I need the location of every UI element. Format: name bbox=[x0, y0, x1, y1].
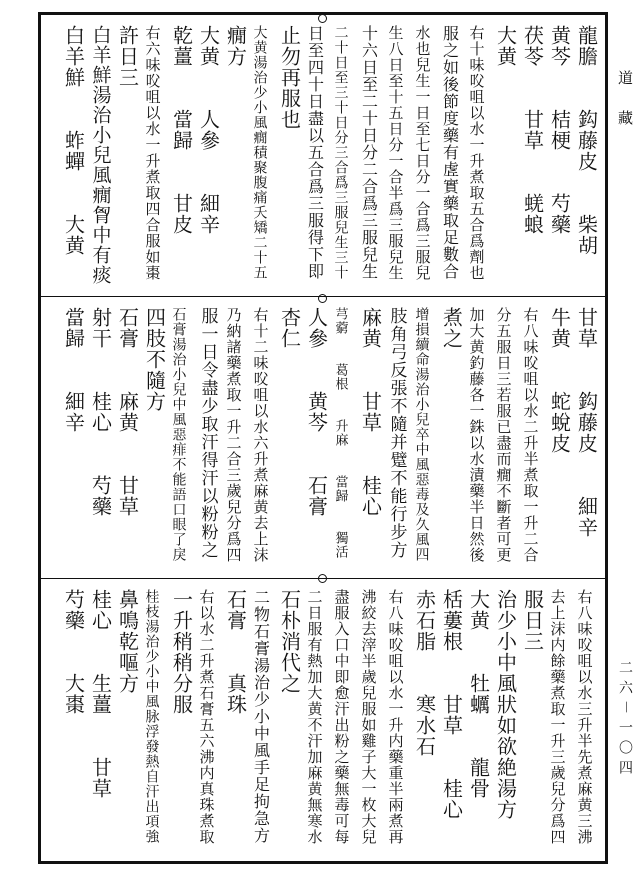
text-column: 止勿再服也 bbox=[277, 25, 302, 130]
text-column: 水也兒生一日至七日分一合爲三服兒 bbox=[413, 25, 432, 281]
text-column: 人參 黄芩 石膏 bbox=[304, 307, 329, 517]
text-column: 茯苓 甘草 蜣蜋 bbox=[520, 25, 545, 235]
text-column: 加大黄釣藤各一銖以水漬藥半日然後 bbox=[467, 307, 486, 563]
text-column: 石膏 真珠 bbox=[223, 589, 248, 715]
text-column: 杏仁 bbox=[277, 307, 302, 349]
text-column: 石膏湯治小兒中風惡痱不能語口眼了戾 bbox=[170, 307, 187, 562]
text-column: 龍膽 鈎藤皮 柴胡 bbox=[574, 25, 599, 256]
text-column: 服一日令盡少取汗得汗以粉粉之 bbox=[197, 307, 218, 559]
text-panel-top bbox=[41, 15, 605, 297]
text-column: 大黄湯治少小風癇積聚腹痛夭矯二十五 bbox=[251, 25, 268, 280]
text-column: 肢角弓反張不隨并躄不能行步方 bbox=[386, 307, 407, 559]
text-column: 芍藥 大棗 bbox=[61, 589, 86, 715]
text-column: 石膏 麻黄 甘草 bbox=[115, 307, 140, 517]
section-circle-mark bbox=[318, 294, 327, 303]
text-column: 乃納諸藥煮取一升二合三歲兒分爲四 bbox=[224, 307, 243, 563]
text-column: 射干 桂心 芍藥 bbox=[88, 307, 113, 517]
text-column: 右十二味㕮咀以水六升煮麻黄去上沫 bbox=[251, 307, 270, 563]
text-column: 四肢不隨方 bbox=[142, 307, 167, 412]
text-column: 甘草 鈎藤皮 細辛 bbox=[574, 307, 599, 538]
text-column: 右八味㕮咀以水三升半先煮麻黄三沸 bbox=[575, 589, 594, 845]
page-frame bbox=[38, 12, 608, 864]
text-column: 分五服日三若服已盡而癇不斷者可更 bbox=[494, 307, 513, 563]
text-column: 芎藭 葛根 升麻 當歸 獨活 bbox=[332, 307, 348, 559]
text-column: 日至四十日盡以五合爲三服得下即 bbox=[305, 25, 325, 280]
text-column: 栝蔞根 甘草 桂心 bbox=[439, 589, 464, 820]
text-column: 右八味㕮咀以水一升内藥重半兩煮再 bbox=[386, 589, 405, 845]
text-column: 大黄 bbox=[493, 25, 518, 67]
text-column: 桂枝湯治少小中風脉浮發熱自汗出項強 bbox=[143, 589, 160, 844]
text-panel-middle bbox=[41, 297, 605, 579]
text-column: 黄芩 桔梗 芍藥 bbox=[547, 25, 572, 235]
page-number: 二六－一〇四 bbox=[617, 660, 633, 780]
text-column: 白羊鮮湯治小兒風癇胷中有痰 bbox=[89, 25, 112, 285]
text-column: 沸絞去滓半歲兒服如雞子大一枚大兒 bbox=[359, 589, 378, 845]
text-column: 生八日至十五日分一合半爲三服兒生 bbox=[386, 25, 405, 281]
text-column: 盡服入口中即愈汗出粉之藥無毒可每 bbox=[332, 589, 351, 845]
text-column: 大黄 牡蠣 龍骨 bbox=[466, 589, 491, 799]
text-column: 乾薑 當歸 甘皮 bbox=[169, 25, 194, 235]
text-column: 麻黄 甘草 桂心 bbox=[358, 307, 383, 517]
text-column: 赤石脂 寒水石 bbox=[412, 589, 437, 757]
text-column: 增損續命湯治小兒卒中風惡毒及久風四 bbox=[413, 307, 430, 562]
text-column: 一升稍稍分服 bbox=[169, 589, 194, 715]
section-circle-mark bbox=[318, 14, 327, 23]
text-column: 右十味㕮咀以水一升煮取五合爲劑也 bbox=[467, 25, 486, 281]
text-column: 癇方 bbox=[223, 25, 248, 67]
text-column: 二物石膏湯治少小中風手足拘急方 bbox=[251, 589, 271, 844]
text-column: 右以水二升煮石膏五六沸内真珠煮取 bbox=[197, 589, 216, 845]
text-column: 去上沫内餘藥煮取一升三歲兒分爲四 bbox=[548, 589, 567, 845]
text-panel-bottom bbox=[41, 579, 605, 861]
text-column: 當歸 細辛 bbox=[61, 307, 86, 433]
text-column: 治少小中風狀如欲絶湯方 bbox=[493, 589, 518, 820]
text-column: 桂心 生薑 甘草 bbox=[88, 589, 113, 799]
text-column: 十六日至二十日分二合爲三服兒生 bbox=[359, 25, 379, 280]
section-circle-mark bbox=[318, 574, 327, 583]
text-column: 煮之 bbox=[439, 307, 464, 349]
text-column: 二十日至三十日分三合爲三服兒生三十 bbox=[332, 25, 349, 280]
text-column: 右八味㕮咀以水二升半煮取一升二合 bbox=[521, 307, 540, 563]
text-column: 服日三 bbox=[520, 589, 545, 652]
text-column: 服之如後節度藥有虗實藥取足數合 bbox=[440, 25, 460, 280]
margin-label-mid: 藏 bbox=[616, 110, 634, 135]
text-column: 鼻鳴乾嘔方 bbox=[115, 589, 140, 694]
text-column: 許日三 bbox=[115, 25, 140, 88]
text-column: 白羊鮮 蚱蟬 大黄 bbox=[61, 25, 86, 256]
margin-label-top: 道 bbox=[616, 70, 634, 95]
text-column: 石朴消代之 bbox=[277, 589, 302, 694]
text-column: 大黄 人參 細辛 bbox=[196, 25, 221, 235]
text-column: 牛黄 蛇蛻皮 bbox=[547, 307, 572, 454]
text-column: 二日服有熱加大黄不汗加麻黄無寒水 bbox=[305, 589, 324, 845]
text-column: 右六味㕮咀以水一升煮取四合服如棗 bbox=[143, 25, 162, 281]
